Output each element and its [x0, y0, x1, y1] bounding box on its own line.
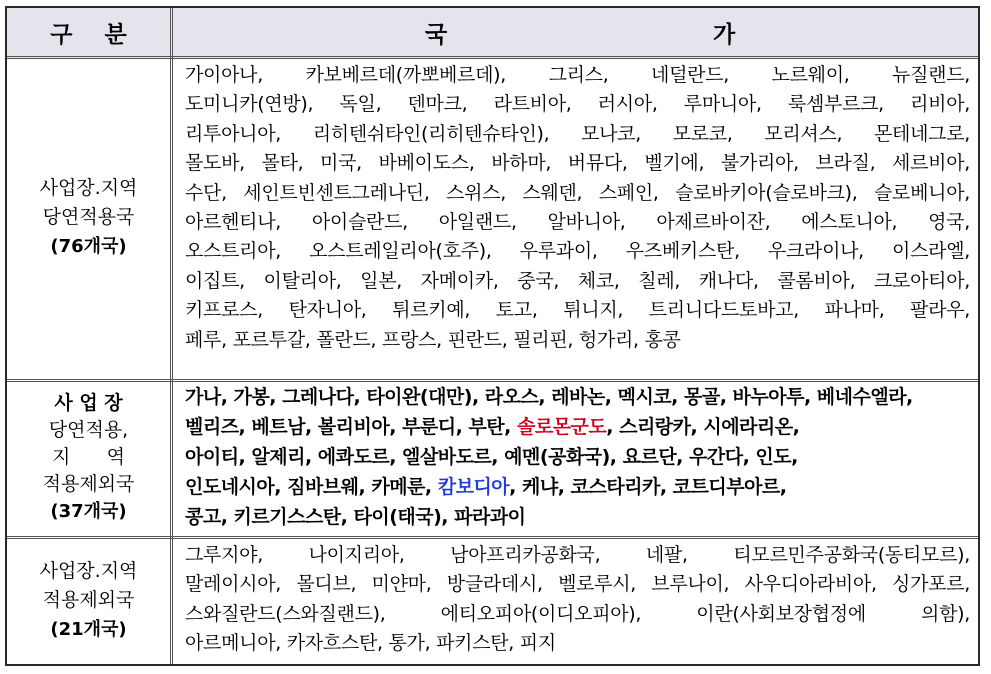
header-country: [173, 8, 978, 56]
row-count: (37개국): [50, 501, 127, 522]
country-table: [5, 6, 980, 666]
highlight-red: 솔로몬군도: [516, 416, 607, 438]
country-list: 가이아나, 카보베르데(까뽀베르데), 그리스, 네덜란드, 노르웨이, 뉴질랜드, 도미니카(연방), 독일, 덴마크, 라트비아, 러시아, 루마니아, 룩셈부르크, 리비아, 리투아니아, 리히텐쉬타인(리히텐슈타인), 모나코, 모로코, 모리셔스, 몬테네그로, 몰도바, 몰타, 미국, 바베이도스, 바하마, 버뮤다, 벨기에, 불가리아, 브라질, 세르비아, 수단, 세인트빈센트그레나딘, 스위스, 스웨덴, 스페인, 슬로바키아(슬로바크), 슬로베니아, 아르헨티나, 아이슬란드, 아일랜드, 알바니아, 아제르바이잔, 에스토니아, 영국, 오스트리아, 오스트레일리아(호주), 우루과이, 우즈베키스탄, 우크라이나, 이스라엘, 이집트, 이탈리아, 일본, 자메이카, 중국, 체코, 칠레, 캐나다, 콜롬비아, 크로아티아, 키프로스, 탄자니아, 튀르키예, 토고, 튀니지, 트리니다드토바고, 파나마, 팔라우, 페루, 포르투갈, 폴란드, 프랑스, 핀란드, 필리핀, 헝가리, 홍콩: [185, 64, 970, 351]
header-category: 구 분: [7, 8, 173, 56]
table-header-row: [7, 8, 978, 59]
country-list: 그루지야, 나이지리아, 남아프리카공화국, 네팔, 티모르민주공화국(동티모르), 말레이시아, 몰디브, 미얀마, 방글라데시, 벨로루시, 브루나이, 사우디아라비아, 싱가포르, 스와질란드(스와질랜드), 에티오피아(이디오피아), 이란(사회보장협정에 의함), 아르메니아, 카자흐스탄, 통가, 파키스탄, 피지: [185, 544, 970, 655]
header-country-b: 가: [713, 21, 736, 48]
table-row: [7, 56, 978, 382]
table-row: [7, 536, 978, 664]
country-list: 가나, 가봉, 그레나다, 타이완(대만), 라오스, 레바논, 멕시코, 몽골, 바누아투, 베네수엘라, 벨리즈, 베트남, 볼리비아, 부룬디, 부탄, 솔로몬군도, 스리랑카, 시에라리온, 아이티, 알제리, 에콰도르, 엘살바도르, 예멘(공화국), 요르단, 우간다, 인도, 인도네시아, 짐바브웨, 카메룬, 캄보디아, 케냐, 코스타리카, 코트디부아르, 콩고, 키르기스스탄, 타이(태국), 파라과이: [185, 386, 913, 528]
row-label: 사업장.지역 적용제외국 (21개국): [7, 536, 173, 664]
row-count: (21개국): [50, 618, 127, 640]
row-label: 사업장.지역 당연적용국 (76개국): [7, 56, 173, 379]
row-label: 사 업 장 당연적용, 지 역 적용제외국 (37개국): [7, 379, 173, 536]
table-row: [7, 379, 978, 539]
highlight-blue: 캄보디아: [437, 476, 510, 498]
header-country-a: 국: [425, 21, 448, 48]
row-count: (76개국): [50, 236, 127, 257]
